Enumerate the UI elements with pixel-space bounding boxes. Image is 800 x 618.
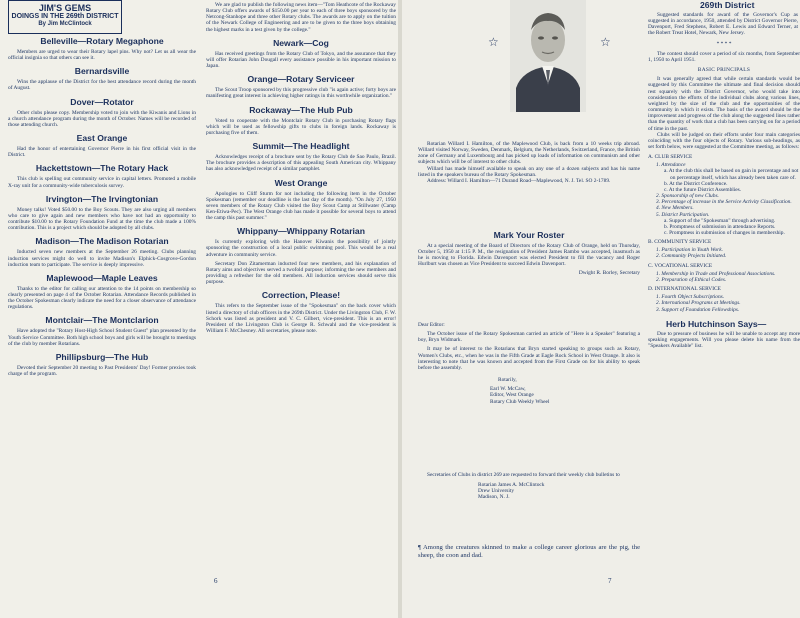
news-item-heading: East Orange [76,133,128,144]
district-contest: The contest should cover a period of six months, from September 1, 1950 to April 1951. [648,50,800,63]
letter-salutation: Dear Editor: [418,322,445,328]
award-section-item: 3. Percentage of increase in the Service Activity Classification. [656,199,792,206]
award-section-item: b. Promptness of submission in attendance Reports. [664,223,776,230]
news-item-text-2: Secretary Don Zitamerman inducted four new members, and his explanation of Rotary aims and objectives served a twofold purpose; informing the new members and providing a refresher for the old members. All induction services should serve this purpose. [206,260,396,286]
news-item-heading: Phillipsburg—The Hub [55,351,149,362]
banner-title: JIM'S GEMS [38,3,92,13]
news-item-text: Thanks to the editor for calling our attention to the 14 points on membership so clearly presented on page 4 of the October Rotarian. Attendance Records published in the October Spokesman clearly indicate the need for a closer observance of attendance regulations. [8,285,196,311]
award-section [648,154,800,236]
news-item [206,105,396,136]
award-section-item: 5. District Participation. [656,211,710,218]
news-item-heading: Newark—Cog [273,37,329,48]
quip-section [418,544,640,559]
news-item [206,141,396,172]
award-section-item: c. Promptness in submission of changes in membership. [664,230,785,236]
jims-gems-banner [8,0,122,34]
page-number-right: 7 [608,577,612,585]
left-page [0,0,398,618]
news-item-text: Acknowledges receipt of a brochure sent by the Rotary Club de Sao Paulo, Brazil. The brochure provides a description of this appealing South American city. Whippany has also acknowledged receipt of a similar pamphlet. [206,154,396,173]
news-item [206,38,396,69]
news-item [8,273,196,311]
news-item [206,226,396,285]
letter-closing: Rotarily, [498,377,517,384]
letter-text: The October issue of the Rotary Spokesman carried an article of "Here is a Speaker" featuring a boy, Bryn Widmark. [418,331,640,344]
award-section-item: 4. New Members. [656,205,694,212]
news-item [206,74,396,99]
news-item [8,315,196,346]
award-section-item: 2. Preparation of Ethical Codes. [656,276,727,283]
news-item [8,36,196,61]
award-section-item: 2. Community Projects Initiated. [656,253,727,260]
news-item [8,133,196,158]
award-section-item: a. At the club this shall be based on gain in percentage and not on percentage itself, which has already been taken care of. [664,168,799,181]
news-item-text: Wins the applause of the District for the best attendance record during the month of August. [8,79,196,92]
award-section-item: 3. Support of Foundation Fellowships. [656,306,740,313]
news-item-heading: Bernardsville [74,66,130,77]
news-item-heading: Madison—The Madison Rotarian [35,236,169,247]
news-item-text: Devoted their September 20 meeting to Past Presidents' Day! Former prexies took charge of the program. [8,364,196,378]
district-heading: 269th District [700,0,755,10]
bullet-icon: ¶ [418,544,424,551]
news-item-text: This refers to the September issue of the "Spokesman" on the back cover which listed a directory of club officers in the 269th District. Under the Livingston Club, F. W. Schork was listed as president and V. C. Gilbert, vice-president. This is an error! President of the Livingston Club is George R. Schwahl and the vice-president is William F. McChesney. All secretaries, please note. [206,303,396,334]
principles-heading: BASIC PRINCIPALS [697,67,751,74]
award-section-item: a. Support of the "Spokesman" through advertising. [664,217,776,224]
award-section [648,263,800,283]
news-item-heading: Dover—Rotator [70,96,134,107]
news-item-heading: Montclair—The Montclarion [45,315,159,326]
news-item-heading: Belleville—Rotary Megaphone [40,36,164,46]
letter-sig-1: Earl W. McCaw, [490,386,526,393]
principles-text: It was generally agreed that while certain standards would be suggested by this Committee the ultimate and final decision should rest squarely with the District Governor, who would take into consideration the efforts of the individual clubs along various lines, weighted by the size of the club and the opportunities of the community in which it exists. The basis of the award should be the improvement and progress of the club along the suggested lines rather than the quantity of work that a club has been carrying on for a period of time in the past. [648,76,800,132]
bulletins-section [418,472,640,501]
award-section-title: D. INTERNATIONAL SERVICE [648,286,721,293]
hamilton-caption [418,141,640,184]
roster-heading: Mark Your Roster [493,230,565,240]
roster-section [418,230,640,276]
left-column-2 [206,2,396,594]
news-item-heading: Rockaway—The Hub Pub [249,104,353,115]
news-item [8,236,196,267]
award-section-item: 2. International Programs at Meetings. [656,300,741,307]
caption-address: Address: Willard I. Hamilton—71 Durand Road—Maplewood, N. J. Tel. SO 2-1789. [427,177,611,184]
news-item-heading: Orange—Rotary Serviceer [247,74,355,85]
news-item-heading: Hackettstown—The Rotary Hack [35,163,169,174]
news-item [206,290,396,334]
right-column-2 [648,0,800,618]
portrait-image [510,0,586,112]
right-column-1 [410,0,640,618]
district-stars: * * * * [716,40,732,47]
banner-subtitle: DOINGS IN THE 269th DISTRICT [11,13,119,20]
news-item-text: Had the honor of entertaining Governor Pierre in his first official visit in the District. [8,146,196,159]
caption-text: Rotarian Willard I. Hamilton, of the Maplewood Club, is back from a 10 weeks trip abroad. Willard visited Norway, Sweden, Denmark, Belgium, the Netherlands, Switzerland, France, the British zone of Germany and Luxembourg and has picked up loads of information on communism and other subjects which will be of interest to other clubs. [418,141,640,166]
news-item [8,66,196,91]
district-intro: Suggested standards for award of the Governor's Cup as suggested in accordance, 1950, attended by District Governor Pierre, Davenport, Fred Stephens, Robert E. Lewis and Edward Terner, at the Robert Treat Hotel, Newark, New Jersey. [648,12,798,37]
principles-text-2: Clubs will be judged on their efforts under four main categories coinciding with the four objects of Rotary. Various sub-headings, as set forth below, were suggested at the Committee meeting, as follows: [648,131,800,150]
letter-section [418,322,640,405]
news-item-text: Other clubs please copy. Membership voted to join with the Kiwanis and Lions in a church attendance program during the month of October. Names will be recorded of those attending church. [8,109,196,128]
caption-text-2: Willard has made himself available to speak on any one of a dozen subjects and has his name listed in the speakers bureau of the Rotary Spokesman. [418,165,640,178]
news-item-text: This club is spelling out community service in capital letters. Promoted a mobile X-ray unit for a community-wide tuberculosis survey. [8,176,196,189]
news-item-text: Apologies to Cliff Sturm for not including the following item in the October Spokesman (remember our deadline is the last day of the month). "On July 27, 1950 seven members of the Rotary Club visited the Boy Scout Camp at Stillwater (Camp Ken-Etiwa-Pec). The West Orange club has made it possible for several boys to attend the camp this past summer." [206,190,396,222]
star-icon: ☆ [600,35,611,49]
news-item [8,352,196,377]
news-item [206,2,396,33]
bulletins-text: Secretaries of Clubs in district 269 are requested to forward their weekly club bulletins to [427,472,620,478]
news-item [8,97,196,128]
award-section-item: 1. Fourth Object Subscriptions. [656,294,725,301]
award-section [648,239,800,259]
bulletins-address-1: Rotarian James A. McClintock [478,482,545,489]
star-icon: ☆ [488,35,499,49]
award-section-item: 1. Membership in Trade and Professional Associations. [656,270,776,277]
news-item [206,178,396,222]
letter-sig-2: Editor, West Orange [490,392,534,399]
award-section [648,286,800,313]
news-item-text: Has received greetings from the Rotary Club of Tokyo, and the assurance that they will offer Rotarian John Dougall every assistance possible in his important mission to Japan. [206,50,396,70]
news-item-heading: Summit—The Headlight [252,141,350,152]
news-item [8,194,196,232]
portrait-photo [510,0,586,112]
award-section-item: c. At the future District Assemblies. [664,186,742,193]
news-item-text: Members are urged to wear their Rotary lapel pins. Why not? Let us all wear the official insignia so that others can see it. [8,49,196,62]
news-item-heading: Correction, Please! [261,290,341,301]
award-sections [648,154,800,313]
page-number-left: 6 [214,577,218,585]
news-item-heading: Irvington—The Irvingtonian [45,193,159,204]
news-item-heading: Whippany—Whippany Rotarian [237,226,365,237]
letter-text-2: It may be of interest to the Rotarians that Bryn started speaking to groups such as Rotary, Women's Clubs, etc., when he was in the Fifth Grade at Eagle Rock School in West Orange. It also is interesting to note that he was known and accepted from the First Grade on for his ability to speak before the assembly. [418,346,640,371]
letter-sig-3: Rotary Club Weekly Wheel [490,398,550,405]
roster-signature: Dwight R. Borley, Secretary [578,269,640,276]
award-section-title: B. COMMUNITY SERVICE [648,239,712,246]
bulletins-address-2: Drew University [478,488,515,495]
banner-byline: By Jim McClintock [38,21,92,27]
news-item-text: We are glad to publish the following news item—"Tom Heathcote of the Rockaway Rotary Club offers awards of $150.00 per year to each of three boys sponsored by the Netcong-Stanhope and three other Rotary clubs. The awards are to apply on the tuition of the Newark College of Engineering and are to be given to the three boys obtaining the highest marks in a test given by the college." [206,2,396,33]
award-section-title: C. VOCATIONAL SERVICE [648,262,713,269]
herb-text: Due to pressure of business he will be unable to accept any more speaking engagements. Will you please delete his name from the "Speakers Available" list. [648,330,800,350]
news-item-text: Money talks! Voted $50.00 to the Boy Scouts. They are also urging all members who care to give again and new members who have not had an opportunity to contribute $10.00 to the Rotary Foundation Fund at the time the club made a 100% contribution. This is a project which should be adopted by all clubs. [8,206,196,232]
roster-text: At a special meeting of the Board of Directors of the Rotary Club of Orange, held on Thursday, October 5, 1950 at 1:15 P. M., the resignation of President James Rambo was accepted, inasmuch as he is moving to Florida. Edwin Davenport was elected President to fill the vacancy and Roger Hurlburt was chosen as Vice President to succeed Edwin Davenport. [418,243,640,268]
right-page [402,0,800,618]
quip-text: Among the creatures skinned to make a college career glorious are the pig, the sheep, the coon and dad. [418,544,640,559]
news-item-text: Inducted seven new members at the September 26 meeting. Clubs planning induction services might do well to invite Madison's Elphick-Cosgrove-Gordon induction team to participate. The service is deeply impressive. [8,249,196,268]
news-item [8,163,196,188]
news-item-text: The Scout Troop sponsored by this progressive club "is again active; forty boys are manifesting great interest in achieving higher ratings in this worthwhile organization." [206,87,396,100]
left-column-1 [8,36,196,596]
bulletins-address-3: Madison, N. J. [478,494,510,501]
award-section-item: 1. Participation in Youth Work. [656,247,723,254]
news-item-heading: West Orange [274,177,328,188]
award-section-item: b. At the District Conference. [664,180,728,187]
news-item-text: Have adopted the "Rotary Host-High School Student Guest" plan presented by the Youth Service Committee. Both high school boys and girls will be brought to meetings of the club by member Rotarians. [8,328,196,347]
award-section-item: 1. Attendance [656,162,686,169]
award-section-title: A. CLUB SERVICE [648,154,693,161]
news-item-text: Voted to cooperate with the Montclair Rotary Club in purchasing Rotary flags which will be used as fellowship gifts to clubs in foreign lands. Rockaway is purchasing five of them. [206,117,396,136]
news-item-text: Is currently exploring with the Hanover Kiwanis the possibility of jointly sponsoring the construction of a local public swimming pool. This would be a real adventure in community service. [206,239,396,258]
herb-heading: Herb Hutchinson Says— [666,318,767,329]
news-item-heading: Maplewood—Maple Leaves [46,272,158,283]
award-section-item: 2. Sponsorship of new Clubs. [656,193,719,200]
